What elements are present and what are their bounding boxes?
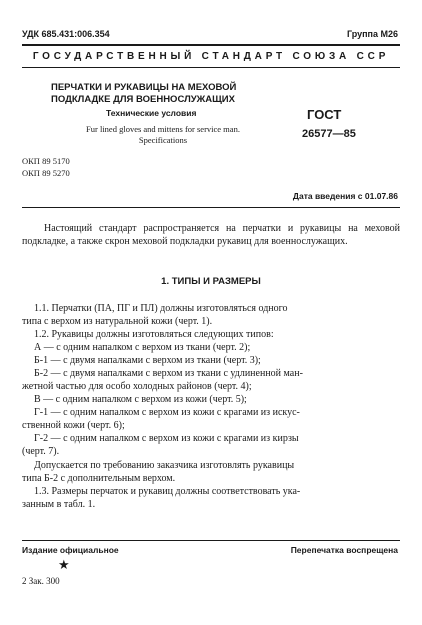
section-title: 1. ТИПЫ И РАЗМЕРЫ	[161, 276, 261, 287]
body-line: Г-1 — с одним напалком с верхом из кожи с крагами из искус-	[34, 407, 300, 418]
footer-rule	[22, 540, 400, 541]
effective-date: Дата введения с 01.07.86	[292, 191, 398, 201]
body-line: 1.2. Рукавицы должны изготовляться следующих типов:	[34, 329, 274, 340]
title-line-1: ПЕРЧАТКИ И РУКАВИЦЫ НА МЕХОВОЙ	[51, 82, 237, 93]
body-line: Б-1 — с двумя напалками с верхом из ткани (черт. 3);	[34, 355, 261, 366]
header-rule-top	[22, 44, 400, 46]
english-title	[55, 124, 271, 146]
body-line: 1.1. Перчатки (ПА, ПГ и ПЛ) должны изготовляться одного	[34, 303, 288, 314]
group-code: Группа М26	[346, 29, 398, 39]
star-icon: ★	[58, 557, 70, 572]
reprint-prohibited-note: Перепечатка воспрещена	[290, 545, 398, 555]
intro-paragraph: Настоящий стандарт распространяется на перчатки и рукавицы на меховой подкладке, а также скрон меховой подкладки рукавиц для военнослужащих.	[22, 223, 400, 247]
body-line: Допускается по требованию заказчика изготовлять рукавицы	[34, 460, 295, 471]
document-subtitle: Технические условия	[106, 108, 197, 118]
gost-label: ГОСТ	[307, 107, 342, 122]
gost-number: 26577—85	[302, 128, 356, 140]
english-title-line-1: Fur lined gloves and mittens for service man.	[86, 124, 240, 134]
english-title-line-2: Specifications	[138, 135, 188, 145]
standard-line: ГОСУДАРСТВЕННЫЙ СТАНДАРТ СОЮЗА ССР	[32, 51, 390, 62]
document-title	[51, 82, 236, 106]
body-line: типа Б-2 с дополнительным верхом.	[22, 473, 176, 484]
title-line-2: ПОДКЛАДКЕ ДЛЯ ВОЕННОСЛУЖАЩИХ	[51, 94, 235, 105]
okp-code-2: ОКП 89 5270	[22, 168, 70, 178]
body-line: типа с верхом из натуральной кожи (черт. 1).	[22, 316, 213, 327]
order-number: 2 Зак. 300	[22, 576, 60, 586]
body-line: ственной кожи (черт. 6);	[22, 420, 125, 431]
body-line: (черт. 7).	[22, 446, 60, 457]
body-line: Б-2 — с двумя напалками с верхом из ткани с удлиненной ман-	[34, 368, 303, 379]
header-rule-bottom	[22, 67, 400, 68]
body-line: 1.3. Размеры перчаток и рукавиц должны соответствовать ука-	[34, 486, 301, 497]
body-line: жетной частью для особо холодных районов (черт. 4);	[22, 381, 252, 392]
body-line: А — с одним напалком с верхом из ткани (черт. 2);	[34, 342, 251, 353]
body-line: Г-2 — с одним напалком с верхом из кожи с крагами из кирзы	[34, 433, 299, 444]
okp-code-1: ОКП 89 5170	[22, 156, 70, 166]
body-line: занным в табл. 1.	[22, 499, 96, 510]
body-line: В — с одним напалком с верхом из кожи (черт. 5);	[34, 394, 247, 405]
udk-code: УДК 685.431:006.354	[22, 29, 110, 39]
official-edition-note: Издание официальное	[22, 545, 119, 555]
date-rule	[22, 207, 400, 208]
